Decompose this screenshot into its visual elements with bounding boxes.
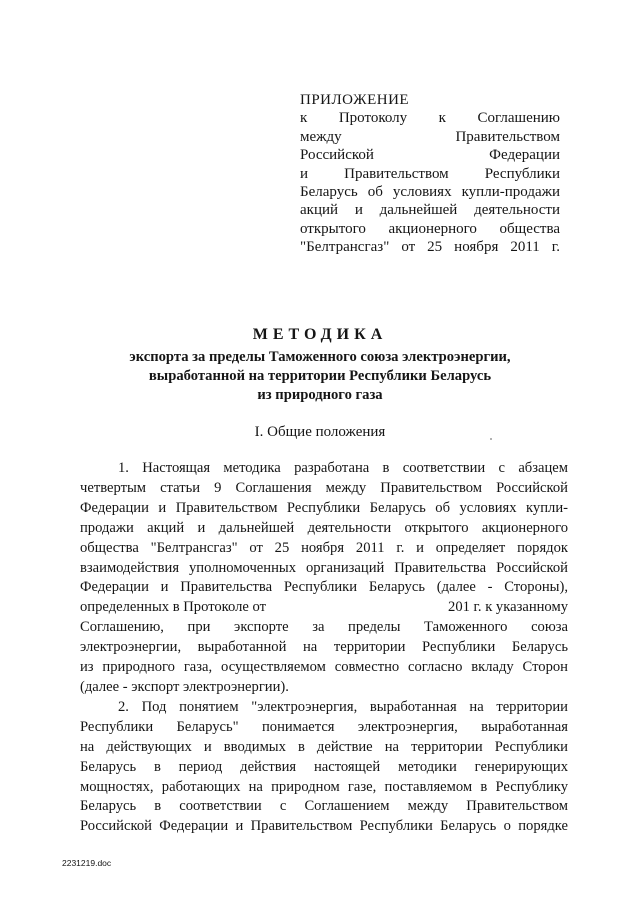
paragraph-1-line-with-gap xyxy=(80,598,568,618)
paragraph-1-line: продажи акций и дальнейшей деятельности открытого акционерного xyxy=(80,519,568,536)
protocol-reference-end: 201 г. к указанному xyxy=(448,599,568,616)
subtitle-line: экспорта за пределы Таможенного союза электроэнергии, xyxy=(129,349,511,365)
paragraph-1-line: (далее - экспорт электроэнергии). xyxy=(80,678,289,695)
section-heading: I. Общие положения xyxy=(254,424,386,440)
paragraph-2-line: 2. Под понятием "электроэнергия, выработанная на территории xyxy=(118,698,568,715)
appendix-line: акций и дальнейшей деятельности xyxy=(300,202,560,219)
appendix-line: и Правительством Республики xyxy=(300,165,560,182)
appendix-line: Российской Федерации xyxy=(300,147,560,164)
appendix-line: к Протоколу к Соглашению xyxy=(300,110,560,127)
document-body xyxy=(80,459,568,837)
appendix-line: открытого акционерного общества xyxy=(300,220,560,237)
paragraph-2-line: Республики Беларусь" понимается электроэнергия, выработанная xyxy=(80,718,568,735)
protocol-reference-start: определенных в Протоколе от xyxy=(80,599,267,616)
paragraph-1-line: электроэнергии, выработанной на территории Республики Беларусь xyxy=(80,639,568,656)
appendix-line: "Белтрансгаз" от 25 ноября 2011 г. xyxy=(300,239,560,256)
paragraph-1-line: Федерации и Правительством Республики Беларусь об условиях купли- xyxy=(80,499,568,516)
paragraph-1-line: четвертым статьи 9 Соглашения между Правительством Российской xyxy=(80,479,568,496)
paragraph-1-line: общества "Белтрансгаз" от 25 ноября 2011 г. и определяет порядок xyxy=(80,539,568,556)
paragraph-1-line: Соглашению, при экспорте за пределы Таможенного союза xyxy=(80,619,568,636)
appendix-block xyxy=(300,91,560,257)
paragraph-1-line: взаимодействия уполномоченных организаций Правительства Российской xyxy=(80,559,568,576)
paragraph-2-line: Беларусь в соответствии с Соглашением между Правительством xyxy=(80,798,568,815)
subtitle-line: выработанной на территории Республики Беларусь xyxy=(148,368,492,384)
appendix-line: Беларусь об условиях купли-продажи xyxy=(300,184,560,201)
paragraph-1-line: из природного газа, осуществляемом совместно согласно вкладу Сторон xyxy=(80,659,568,676)
paragraph-2-line: на действующих и вводимых в действие на территории Республики xyxy=(80,738,568,755)
document-subtitle xyxy=(100,348,540,405)
appendix-title: ПРИЛОЖЕНИЕ xyxy=(300,92,410,108)
scan-artifact xyxy=(490,438,492,440)
paragraph-2-line: Российской Федерации и Правительством Республики Беларусь о порядке xyxy=(80,818,568,835)
footer-filename: 2231219.doc xyxy=(62,858,112,868)
paragraph-1-line: 1. Настоящая методика разработана в соответствии с абзацем xyxy=(118,460,568,476)
paragraph-1-line: Федерации и Правительства Республики Беларусь (далее - Стороны), xyxy=(80,579,568,596)
paragraph-2-line: мощностях, работающих на природном газе, поставляемом в Республику xyxy=(80,778,568,795)
paragraph-2-line: Беларусь в период действия настоящей методики генерирующих xyxy=(80,758,568,775)
appendix-line: между Правительством xyxy=(300,128,560,145)
document-title: МЕТОДИКА xyxy=(252,326,388,343)
subtitle-line: из природного газа xyxy=(257,387,383,403)
